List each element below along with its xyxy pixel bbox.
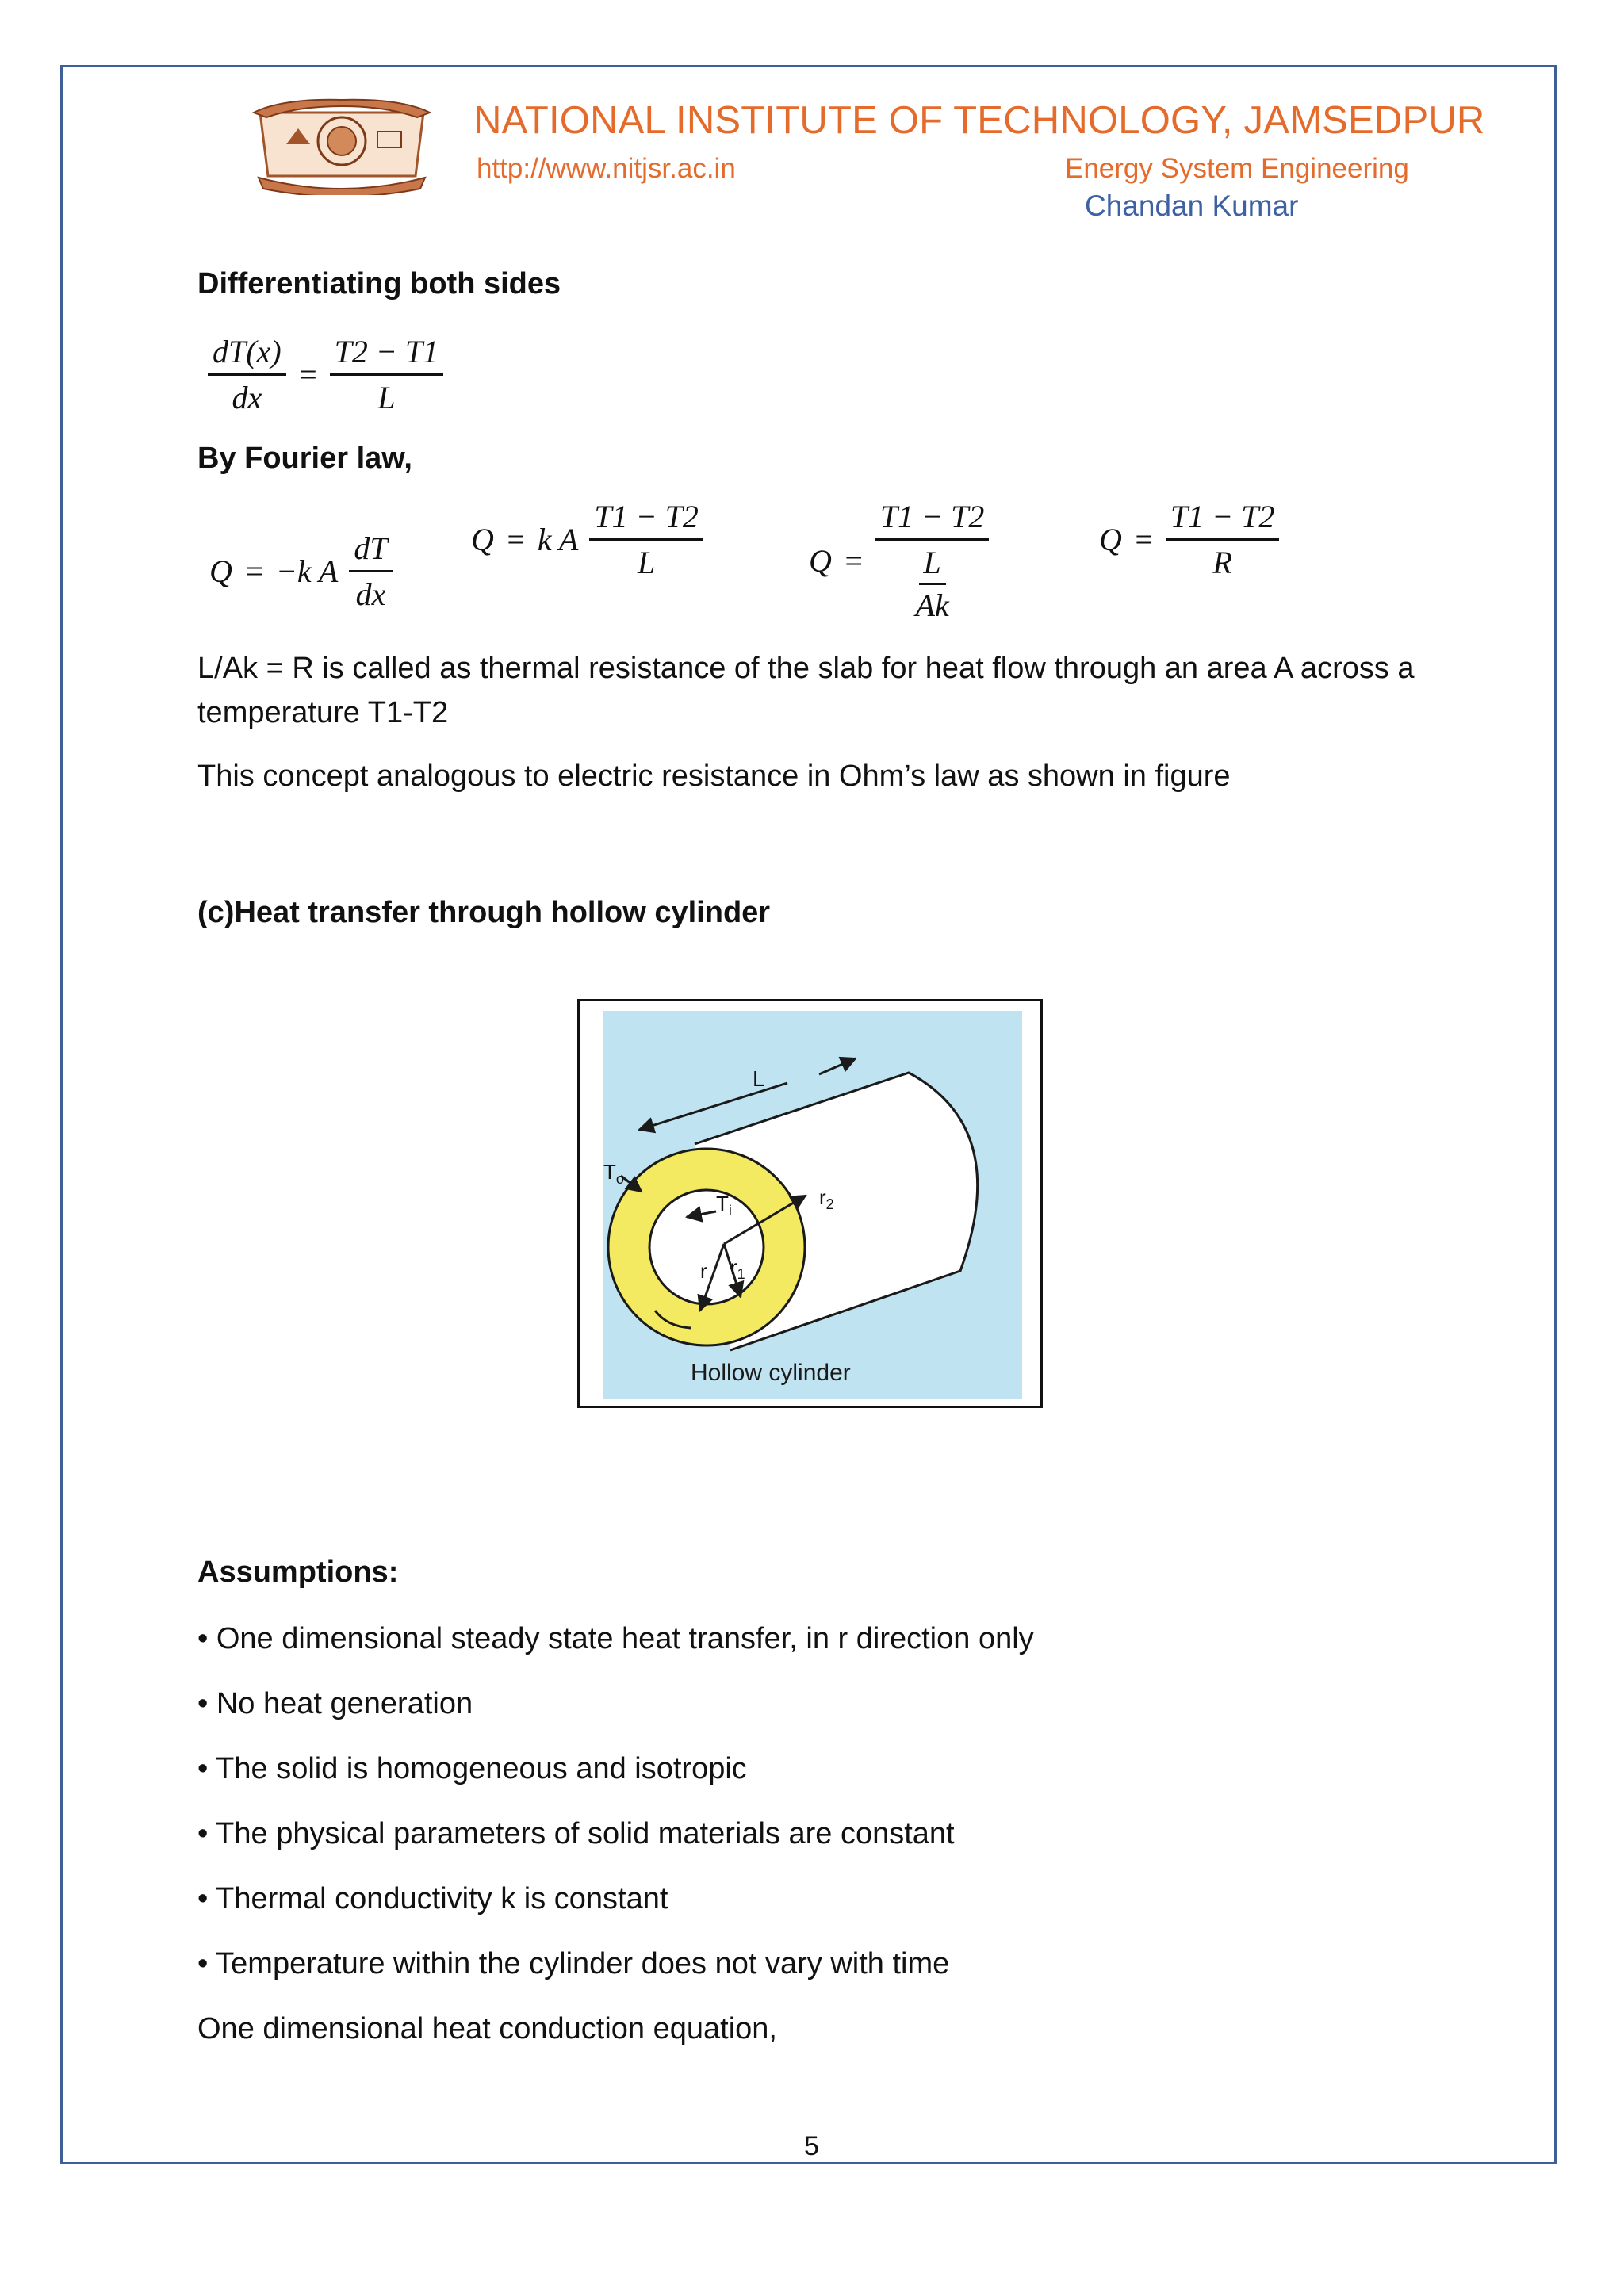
symbol-q: Q	[1099, 522, 1122, 557]
frac-T1-T2-L	[589, 498, 703, 581]
institute-name: NATIONAL INSTITUTE OF TECHNOLOGY, JAMSEDPUR	[473, 99, 1485, 142]
label-To-sub: o	[615, 1171, 624, 1188]
equation-differentiation	[208, 333, 443, 416]
frac-denominator: dx	[232, 380, 262, 415]
label-r2-main: r	[819, 1185, 826, 1209]
label-Ti-main: T	[716, 1192, 729, 1215]
label-L: L	[753, 1066, 765, 1091]
label-Ti	[716, 1192, 732, 1219]
equation-fourier-3: Q = $\frac{T1 - T2}{\frac{L}{Ak}}$	[809, 498, 989, 624]
heading-differentiating: Differentiating both sides	[197, 267, 561, 300]
frac-denominator: L	[637, 545, 656, 580]
label-r1-main: r	[730, 1255, 737, 1279]
inner-denominator: Ak	[915, 587, 949, 623]
assumption-item-5: • Thermal conductivity k is constant	[197, 1882, 668, 1915]
assumption-item-6: • Temperature within the cylinder does not vary with time	[197, 1947, 950, 1980]
symbol-q: Q	[809, 543, 832, 579]
frac-T2-T1-L	[330, 333, 443, 416]
nit-jamshedpur-emblem-icon	[251, 97, 433, 195]
department-name: Energy System Engineering	[1065, 153, 1409, 184]
label-r1	[730, 1255, 745, 1283]
frac-numerator: T1 − T2	[875, 498, 989, 541]
frac-numerator: T1 − T2	[1166, 498, 1279, 541]
frac-T1-T2-over-L-Ak	[875, 498, 989, 624]
author-name: Chandan Kumar	[1085, 189, 1299, 222]
institute-url[interactable]: http://www.nitjsr.ac.in	[477, 153, 736, 184]
label-r: r	[700, 1259, 707, 1283]
coefficient: −k A	[275, 553, 339, 589]
symbol-q: Q	[471, 522, 494, 557]
label-To	[603, 1160, 624, 1188]
page-number: 5	[804, 2131, 819, 2161]
frac-denominator-compound	[911, 541, 954, 624]
assumption-item-1: • One dimensional steady state heat transfer, in r direction only	[197, 1622, 1034, 1655]
frac-denominator: R	[1212, 545, 1232, 580]
frac-denominator: L	[377, 380, 396, 415]
paragraph-resistance-line2: temperature T1-T2	[197, 696, 449, 729]
paragraph-resistance-line1: L/Ak = R is called as thermal resistance of the slab for heat flow through an area A across a	[197, 652, 1415, 685]
assumption-item-3: • The solid is homogeneous and isotropic	[197, 1752, 747, 1785]
label-r2	[819, 1185, 834, 1213]
frac-numerator: T1 − T2	[589, 498, 703, 541]
inner-circle	[649, 1190, 764, 1304]
frac-denominator: dx	[355, 576, 386, 612]
assumption-item-2: • No heat generation	[197, 1687, 473, 1720]
equation-fourier-4: Q = $\frac{T1 - T2}{R}$	[1099, 498, 1279, 581]
heading-fourier-law: By Fourier law,	[197, 442, 412, 475]
symbol-q: Q	[209, 553, 232, 589]
frac-numerator: dT	[349, 530, 392, 572]
inner-numerator: L	[919, 544, 946, 585]
frac-dTx-dx	[208, 333, 286, 416]
equals-sign: =	[297, 357, 319, 392]
coefficient: k A	[537, 522, 579, 557]
frac-numerator: T2 − T1	[330, 333, 443, 376]
frac-dT-dx	[349, 530, 392, 613]
heading-hollow-cylinder: (c)Heat transfer through hollow cylinder	[197, 896, 771, 929]
label-r2-sub: 2	[825, 1196, 834, 1213]
label-Ti-sub: i	[728, 1203, 732, 1219]
heading-assumptions: Assumptions:	[197, 1556, 399, 1589]
label-To-main: T	[603, 1160, 616, 1184]
paragraph-analogy: This concept analogous to electric resistance in Ohm’s law as shown in figure	[197, 760, 1231, 793]
frac-T1-T2-R	[1166, 498, 1279, 581]
closing-text: One dimensional heat conduction equation,	[197, 2012, 777, 2045]
equation-fourier-2: Q = k A $\frac{T1 - T2}{L}$	[471, 498, 703, 581]
figure-caption: Hollow cylinder	[691, 1360, 851, 1386]
frac-numerator: dT(x)	[208, 333, 286, 376]
equation-fourier-1: Q = −k A $\frac{dT}{dx}$	[209, 530, 393, 613]
label-r1-sub: 1	[737, 1266, 745, 1283]
assumption-item-4: • The physical parameters of solid materials are constant	[197, 1817, 955, 1850]
figure-hollow-cylinder	[577, 999, 1043, 1408]
